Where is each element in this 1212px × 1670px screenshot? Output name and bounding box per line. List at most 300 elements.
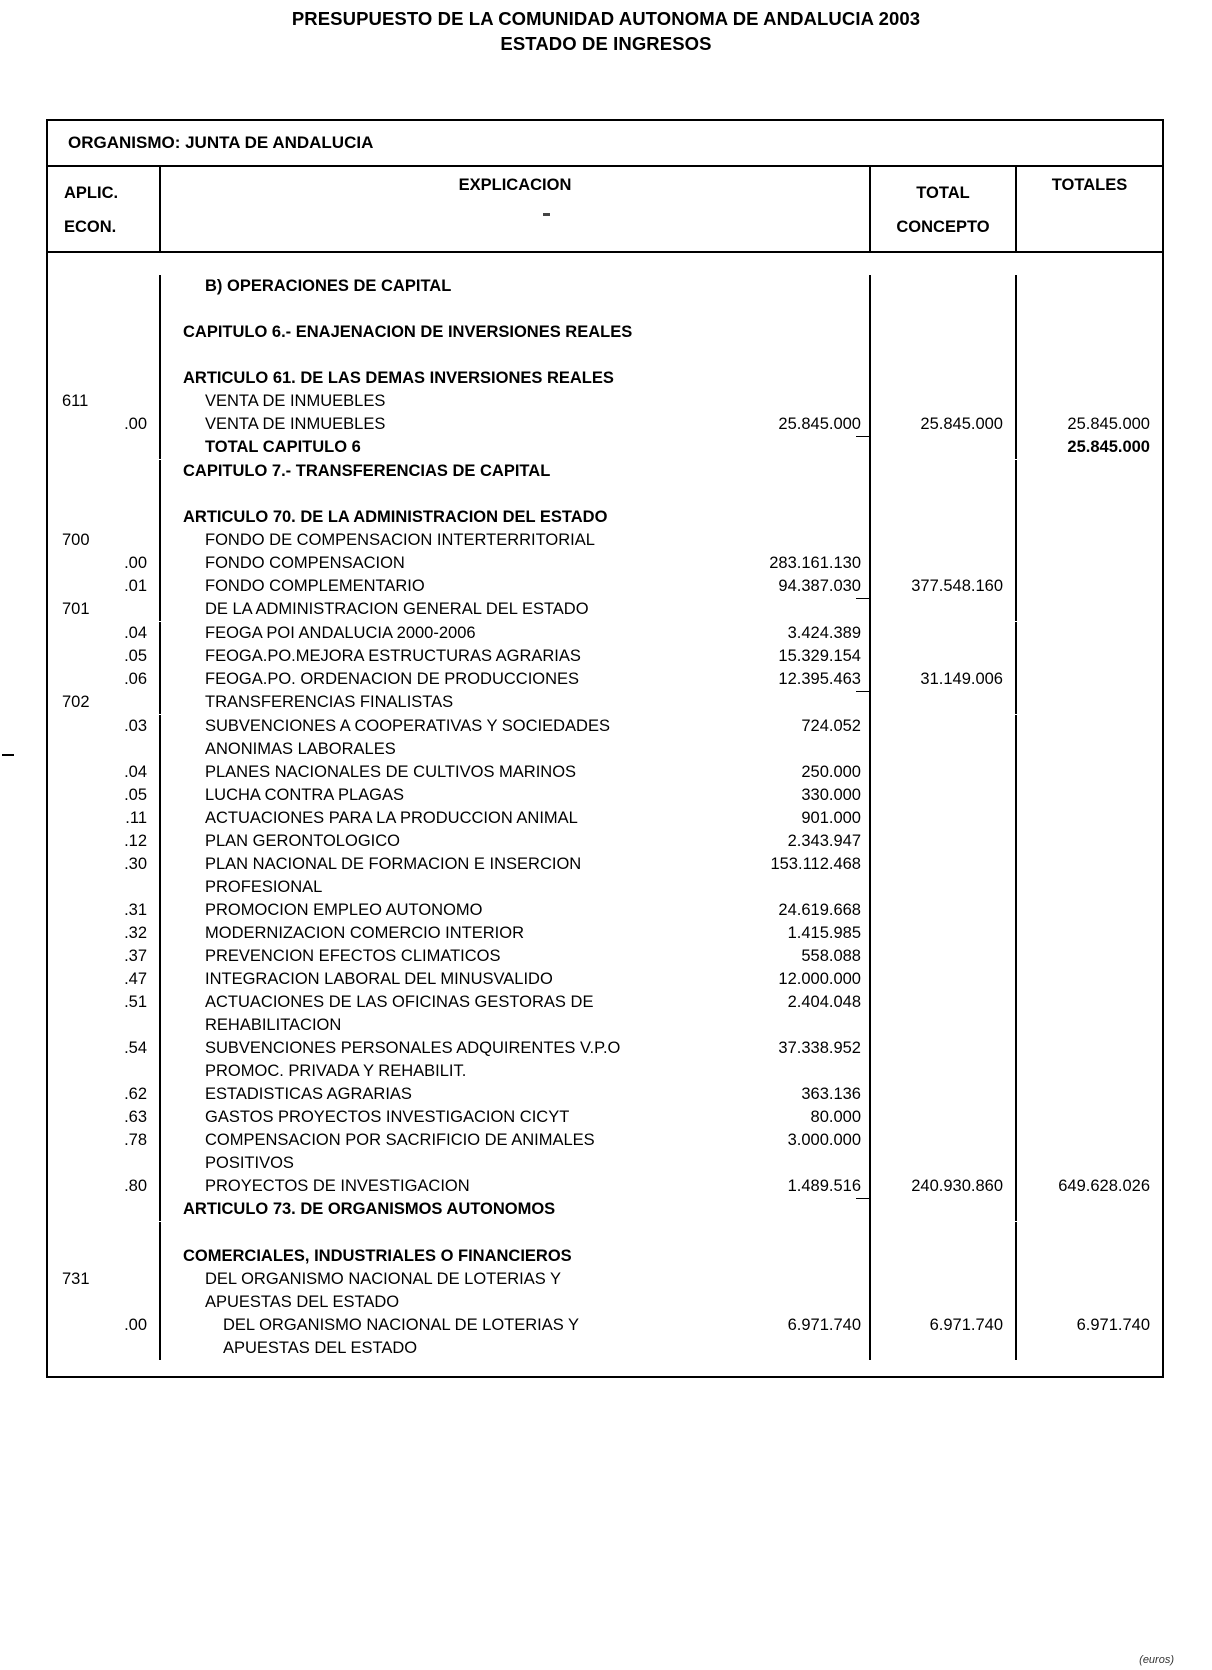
organism-label: ORGANISMO: JUNTA DE ANDALUCIA xyxy=(68,133,374,152)
row-description: DEL ORGANISMO NACIONAL DE LOTERIAS Y xyxy=(205,1270,562,1288)
row-description-cell xyxy=(161,645,871,668)
row-description-cell xyxy=(161,390,871,413)
row-total-concepto: 240.930.860 xyxy=(871,1175,1017,1198)
row-code-cell xyxy=(48,968,161,991)
row-totales xyxy=(1017,390,1162,413)
row-description xyxy=(183,1222,188,1245)
header-total-concepto xyxy=(871,167,1017,251)
row-description: PROMOCION EMPLEO AUTONOMO xyxy=(205,901,483,919)
row-total-concepto xyxy=(871,598,1017,621)
row-totales xyxy=(1017,968,1162,991)
row-total-concepto xyxy=(871,344,1017,367)
row-amount: 2.404.048 xyxy=(787,993,861,1011)
row-description: TRANSFERENCIAS FINALISTAS xyxy=(205,693,454,711)
row-code-cell xyxy=(48,460,161,483)
row-description-cell xyxy=(161,968,871,991)
row-code-cell xyxy=(48,529,161,552)
table-row xyxy=(48,1014,1162,1037)
row-totales xyxy=(1017,1245,1162,1268)
row-total-concepto xyxy=(871,761,1017,784)
scan-speck xyxy=(543,213,550,216)
row-amount xyxy=(856,367,869,390)
row-code-cell xyxy=(48,1337,161,1360)
row-description-cell xyxy=(161,344,871,367)
row-code-cell xyxy=(48,1198,161,1221)
row-code-cell xyxy=(48,575,161,598)
row-description: ANONIMAS LABORALES xyxy=(205,740,396,758)
row-description-cell xyxy=(161,506,871,529)
row-total-concepto xyxy=(871,298,1017,321)
row-code-cell xyxy=(48,1014,161,1037)
row-amount xyxy=(856,483,869,506)
row-total-concepto xyxy=(871,945,1017,968)
row-code-cell xyxy=(48,1129,161,1152)
table-row xyxy=(48,645,1162,668)
row-code-cell xyxy=(48,1222,161,1245)
row-description-cell xyxy=(161,298,871,321)
row-total-concepto xyxy=(871,1245,1017,1268)
row-description-cell xyxy=(161,483,871,506)
economic-subcode: .05 xyxy=(124,786,147,804)
table-row xyxy=(48,1314,1162,1337)
row-amount xyxy=(856,321,869,344)
row-totales xyxy=(1017,645,1162,668)
row-description: GASTOS PROYECTOS INVESTIGACION CICYT xyxy=(205,1108,570,1126)
row-total-concepto xyxy=(871,991,1017,1014)
row-description-cell xyxy=(161,830,871,853)
row-totales xyxy=(1017,691,1162,714)
row-description-cell xyxy=(161,715,871,738)
organism-row xyxy=(48,121,1162,167)
row-code-cell xyxy=(48,1037,161,1060)
table-row xyxy=(48,483,1162,506)
row-description-cell xyxy=(161,784,871,807)
row-description-cell xyxy=(161,1268,871,1291)
row-description: ARTICULO 73. DE ORGANISMOS AUTONOMOS xyxy=(183,1200,556,1218)
row-totales xyxy=(1017,1037,1162,1060)
table-row xyxy=(48,275,1162,298)
table-row xyxy=(48,506,1162,529)
row-amount: 1.489.516 xyxy=(787,1177,861,1195)
row-code-cell xyxy=(48,367,161,390)
row-code-cell xyxy=(48,552,161,575)
row-totales xyxy=(1017,1129,1162,1152)
row-description-cell xyxy=(161,367,871,390)
row-description: FONDO COMPENSACION xyxy=(205,554,405,572)
economic-code: 731 xyxy=(62,1270,90,1288)
table-row xyxy=(48,298,1162,321)
economic-subcode: .00 xyxy=(124,1316,147,1334)
row-amount: 94.387.030 xyxy=(778,577,861,595)
row-amount: 283.161.130 xyxy=(769,554,861,572)
row-amount xyxy=(856,1014,869,1037)
table-row xyxy=(48,784,1162,807)
table-row xyxy=(48,390,1162,413)
row-amount: 12.000.000 xyxy=(778,970,861,988)
currency-note: (euros) xyxy=(1139,1654,1174,1666)
economic-subcode: .00 xyxy=(124,415,147,433)
row-description xyxy=(183,344,188,367)
row-description: REHABILITACION xyxy=(205,1016,342,1034)
row-total-concepto xyxy=(871,1014,1017,1037)
row-amount: 37.338.952 xyxy=(778,1039,861,1057)
row-totales xyxy=(1017,761,1162,784)
row-totales xyxy=(1017,1083,1162,1106)
row-totales xyxy=(1017,991,1162,1014)
row-description-cell xyxy=(161,1083,871,1106)
row-amount: 153.112.468 xyxy=(770,855,861,873)
row-totales: 25.845.000 xyxy=(1067,415,1150,433)
row-description-cell xyxy=(161,945,871,968)
table-row xyxy=(48,1106,1162,1129)
table-row xyxy=(48,968,1162,991)
row-description-cell xyxy=(161,321,871,344)
row-code-cell xyxy=(48,506,161,529)
row-description-cell xyxy=(161,1152,871,1175)
row-amount: 25.845.000 xyxy=(778,415,861,433)
row-code-cell xyxy=(48,645,161,668)
row-description: ACTUACIONES PARA LA PRODUCCION ANIMAL xyxy=(205,809,578,827)
table-row xyxy=(48,413,1162,436)
row-code-cell xyxy=(48,807,161,830)
row-code-cell xyxy=(48,1152,161,1175)
table-row xyxy=(48,1152,1162,1175)
row-amount xyxy=(856,390,869,413)
row-code-cell xyxy=(48,1106,161,1129)
row-description-cell xyxy=(161,622,871,645)
row-code-cell xyxy=(48,1083,161,1106)
table-row xyxy=(48,761,1162,784)
table-body-bottom-padding xyxy=(48,1360,1162,1376)
row-description: FEOGA.PO.MEJORA ESTRUCTURAS AGRARIAS xyxy=(205,647,581,665)
economic-code: 611 xyxy=(62,392,89,410)
row-description-cell xyxy=(161,1129,871,1152)
table-row xyxy=(48,1245,1162,1268)
row-description: ARTICULO 61. DE LAS DEMAS INVERSIONES REALES xyxy=(183,369,614,387)
row-description-cell xyxy=(161,1337,871,1360)
row-code-cell xyxy=(48,691,161,714)
row-totales xyxy=(1017,344,1162,367)
row-total-concepto xyxy=(871,529,1017,552)
row-totales xyxy=(1017,784,1162,807)
table-row xyxy=(48,1268,1162,1291)
economic-subcode: .31 xyxy=(124,901,147,919)
table-row xyxy=(48,945,1162,968)
row-code-cell xyxy=(48,1314,161,1337)
row-totales xyxy=(1017,738,1162,761)
row-totales xyxy=(1017,622,1162,645)
row-code-cell xyxy=(48,945,161,968)
row-totales xyxy=(1017,807,1162,830)
row-total-concepto xyxy=(871,321,1017,344)
row-description: POSITIVOS xyxy=(205,1154,294,1172)
row-amount xyxy=(856,1060,869,1083)
row-totales xyxy=(1017,1014,1162,1037)
row-description-cell xyxy=(161,922,871,945)
row-description: COMPENSACION POR SACRIFICIO DE ANIMALES xyxy=(205,1131,595,1149)
header-aplic-econ xyxy=(48,167,161,251)
row-totales xyxy=(1017,367,1162,390)
row-description: ARTICULO 70. DE LA ADMINISTRACION DEL ESTADO xyxy=(183,508,608,526)
row-description: APUESTAS DEL ESTADO xyxy=(205,1293,400,1311)
row-totales xyxy=(1017,715,1162,738)
row-description-cell xyxy=(161,1198,871,1222)
row-amount xyxy=(856,1245,869,1268)
row-amount xyxy=(856,1337,869,1360)
row-amount: 15.329.154 xyxy=(778,647,861,665)
table-row xyxy=(48,321,1162,344)
economic-subcode: .63 xyxy=(124,1108,147,1126)
row-description: PLANES NACIONALES DE CULTIVOS MARINOS xyxy=(205,763,577,781)
table-row xyxy=(48,1060,1162,1083)
budget-document-page xyxy=(0,6,1212,1670)
row-total-concepto xyxy=(871,483,1017,506)
header-econ: ECON. xyxy=(64,218,117,236)
row-totales xyxy=(1017,922,1162,945)
row-description-cell xyxy=(161,761,871,784)
row-amount xyxy=(856,1152,869,1175)
row-amount xyxy=(856,876,869,899)
row-description-cell xyxy=(161,1175,871,1198)
row-code-cell xyxy=(48,853,161,876)
row-description: LUCHA CONTRA PLAGAS xyxy=(205,786,404,804)
row-total-concepto xyxy=(871,436,1017,459)
row-totales xyxy=(1017,1106,1162,1129)
economic-subcode: .32 xyxy=(124,924,147,942)
row-code-cell xyxy=(48,899,161,922)
row-total-concepto xyxy=(871,1060,1017,1083)
row-total-concepto xyxy=(871,853,1017,876)
row-total-concepto xyxy=(871,738,1017,761)
row-totales: 649.628.026 xyxy=(1058,1177,1150,1195)
row-description: INTEGRACION LABORAL DEL MINUSVALIDO xyxy=(205,970,553,988)
header-totales-label: TOTALES xyxy=(1051,176,1128,194)
row-code-cell xyxy=(48,344,161,367)
row-amount xyxy=(856,506,869,529)
row-amount xyxy=(856,691,869,715)
row-description: FONDO DE COMPENSACION INTERTERRITORIAL xyxy=(205,531,595,549)
row-description: COMERCIALES, INDUSTRIALES O FINANCIEROS xyxy=(183,1247,572,1265)
row-totales xyxy=(1017,1222,1162,1245)
row-description: DE LA ADMINISTRACION GENERAL DEL ESTADO xyxy=(205,600,589,618)
row-code-cell xyxy=(48,275,161,298)
row-total-concepto xyxy=(871,460,1017,483)
row-description: ESTADISTICAS AGRARIAS xyxy=(205,1085,412,1103)
row-amount xyxy=(856,529,869,552)
table-row xyxy=(48,899,1162,922)
row-totales xyxy=(1017,506,1162,529)
row-totales xyxy=(1017,1268,1162,1291)
table-row xyxy=(48,1222,1162,1245)
table-row xyxy=(48,622,1162,645)
header-concepto: CONCEPTO xyxy=(896,218,990,236)
row-amount: 80.000 xyxy=(810,1108,861,1126)
row-total-concepto xyxy=(871,1337,1017,1360)
row-amount: 330.000 xyxy=(801,786,861,804)
row-description-cell xyxy=(161,807,871,830)
row-code-cell xyxy=(48,715,161,738)
row-description: PROFESIONAL xyxy=(205,878,323,896)
row-description-cell xyxy=(161,529,871,552)
row-amount: 3.000.000 xyxy=(787,1131,861,1149)
row-totales: 6.971.740 xyxy=(1076,1316,1150,1334)
row-description-cell xyxy=(161,1014,871,1037)
economic-subcode: .06 xyxy=(124,670,147,688)
table-row xyxy=(48,436,1162,460)
row-total-concepto xyxy=(871,1106,1017,1129)
row-code-cell xyxy=(48,436,161,459)
table-row xyxy=(48,830,1162,853)
economic-subcode: .04 xyxy=(124,624,147,642)
row-amount xyxy=(856,598,869,622)
row-description-cell xyxy=(161,575,871,598)
table-row xyxy=(48,460,1162,483)
row-amount: 1.415.985 xyxy=(787,924,861,942)
row-totales xyxy=(1017,598,1162,621)
row-description-cell xyxy=(161,691,871,715)
table-row xyxy=(48,367,1162,390)
row-description: FEOGA.PO. ORDENACION DE PRODUCCIONES xyxy=(205,670,580,688)
row-amount xyxy=(856,1268,869,1291)
table-row xyxy=(48,1037,1162,1060)
row-description: FONDO COMPLEMENTARIO xyxy=(205,577,425,595)
row-code-cell xyxy=(48,598,161,621)
row-total-concepto xyxy=(871,691,1017,714)
row-description: CAPITULO 6.- ENAJENACION DE INVERSIONES REALES xyxy=(183,323,633,341)
row-totales xyxy=(1017,460,1162,483)
row-code-cell xyxy=(48,991,161,1014)
row-code-cell xyxy=(48,1291,161,1314)
table-row xyxy=(48,715,1162,738)
header-explicacion xyxy=(161,167,871,251)
economic-subcode: .62 xyxy=(124,1085,147,1103)
table-row xyxy=(48,529,1162,552)
economic-subcode: .30 xyxy=(124,855,147,873)
row-description: TOTAL CAPITULO 6 xyxy=(205,438,361,456)
row-code-cell xyxy=(48,668,161,691)
row-code-cell xyxy=(48,390,161,413)
row-amount: 6.971.740 xyxy=(787,1316,861,1334)
table-row xyxy=(48,853,1162,876)
table-row xyxy=(48,1175,1162,1198)
row-amount: 12.395.463 xyxy=(778,670,861,688)
row-total-concepto xyxy=(871,1291,1017,1314)
row-description-cell xyxy=(161,1222,871,1245)
row-description: VENTA DE INMUEBLES xyxy=(205,415,386,433)
row-description: VENTA DE INMUEBLES xyxy=(205,392,386,410)
row-amount xyxy=(856,344,869,367)
row-description: APUESTAS DEL ESTADO xyxy=(223,1339,418,1357)
row-code-cell xyxy=(48,1060,161,1083)
row-amount xyxy=(856,1222,869,1245)
row-totales xyxy=(1017,1198,1162,1221)
row-totales xyxy=(1017,830,1162,853)
row-total-concepto xyxy=(871,715,1017,738)
row-total-concepto xyxy=(871,367,1017,390)
row-description: MODERNIZACION COMERCIO INTERIOR xyxy=(205,924,525,942)
row-description: FEOGA POI ANDALUCIA 2000-2006 xyxy=(205,624,476,642)
row-amount xyxy=(856,298,869,321)
row-amount: 363.136 xyxy=(801,1085,861,1103)
row-amount: 558.088 xyxy=(801,947,861,965)
row-total-concepto: 25.845.000 xyxy=(871,413,1017,436)
row-total-concepto xyxy=(871,1037,1017,1060)
economic-subcode: .11 xyxy=(125,809,147,827)
economic-subcode: .05 xyxy=(124,647,147,665)
row-description-cell xyxy=(161,1106,871,1129)
economic-subcode: .00 xyxy=(124,554,147,572)
row-code-cell xyxy=(48,298,161,321)
row-description: PROMOC. PRIVADA Y REHABILIT. xyxy=(205,1062,467,1080)
row-amount xyxy=(856,738,869,761)
row-code-cell xyxy=(48,830,161,853)
header-totales xyxy=(1017,167,1162,251)
row-description-cell xyxy=(161,598,871,622)
row-code-cell xyxy=(48,1245,161,1268)
economic-subcode: .01 xyxy=(124,577,147,595)
row-amount xyxy=(856,275,869,298)
row-description-cell xyxy=(161,738,871,761)
row-description: SUBVENCIONES A COOPERATIVAS Y SOCIEDADES xyxy=(205,717,610,735)
row-code-cell xyxy=(48,321,161,344)
header-explicacion-label: EXPLICACION xyxy=(458,176,572,194)
row-totales xyxy=(1017,876,1162,899)
row-total-concepto: 31.149.006 xyxy=(871,668,1017,691)
margin-tick-mark xyxy=(2,754,14,756)
row-amount: 250.000 xyxy=(801,763,861,781)
row-totales xyxy=(1017,1152,1162,1175)
economic-subcode: .54 xyxy=(124,1039,147,1057)
row-description-cell xyxy=(161,1291,871,1314)
row-code-cell xyxy=(48,413,161,436)
row-totales xyxy=(1017,529,1162,552)
table-row xyxy=(48,668,1162,691)
table-row xyxy=(48,991,1162,1014)
row-totales xyxy=(1017,552,1162,575)
document-title-line2: ESTADO DE INGRESOS xyxy=(500,33,712,54)
row-description: SUBVENCIONES PERSONALES ADQUIRENTES V.P.O xyxy=(205,1039,621,1057)
row-totales xyxy=(1017,668,1162,691)
economic-subcode: .12 xyxy=(124,832,147,850)
row-amount: 3.424.389 xyxy=(787,624,861,642)
row-totales xyxy=(1017,1291,1162,1314)
economic-subcode: .37 xyxy=(124,947,147,965)
table-row xyxy=(48,344,1162,367)
table-body-top-padding xyxy=(48,253,1162,275)
row-total-concepto xyxy=(871,1129,1017,1152)
table-row xyxy=(48,807,1162,830)
row-total-concepto xyxy=(871,922,1017,945)
row-code-cell xyxy=(48,784,161,807)
row-description: PREVENCION EFECTOS CLIMATICOS xyxy=(205,947,501,965)
row-total-concepto xyxy=(871,1198,1017,1221)
row-description-cell xyxy=(161,876,871,899)
row-amount: 24.619.668 xyxy=(778,901,861,919)
row-description-cell xyxy=(161,991,871,1014)
row-totales xyxy=(1017,321,1162,344)
row-totales xyxy=(1017,899,1162,922)
row-description: PLAN GERONTOLOGICO xyxy=(205,832,400,850)
table-row xyxy=(48,1291,1162,1314)
row-total-concepto xyxy=(871,968,1017,991)
row-amount xyxy=(856,460,869,483)
row-total-concepto xyxy=(871,784,1017,807)
row-description-cell xyxy=(161,460,871,483)
row-description-cell xyxy=(161,899,871,922)
row-amount: 724.052 xyxy=(801,717,861,735)
row-totales xyxy=(1017,853,1162,876)
row-total-concepto xyxy=(871,1222,1017,1245)
